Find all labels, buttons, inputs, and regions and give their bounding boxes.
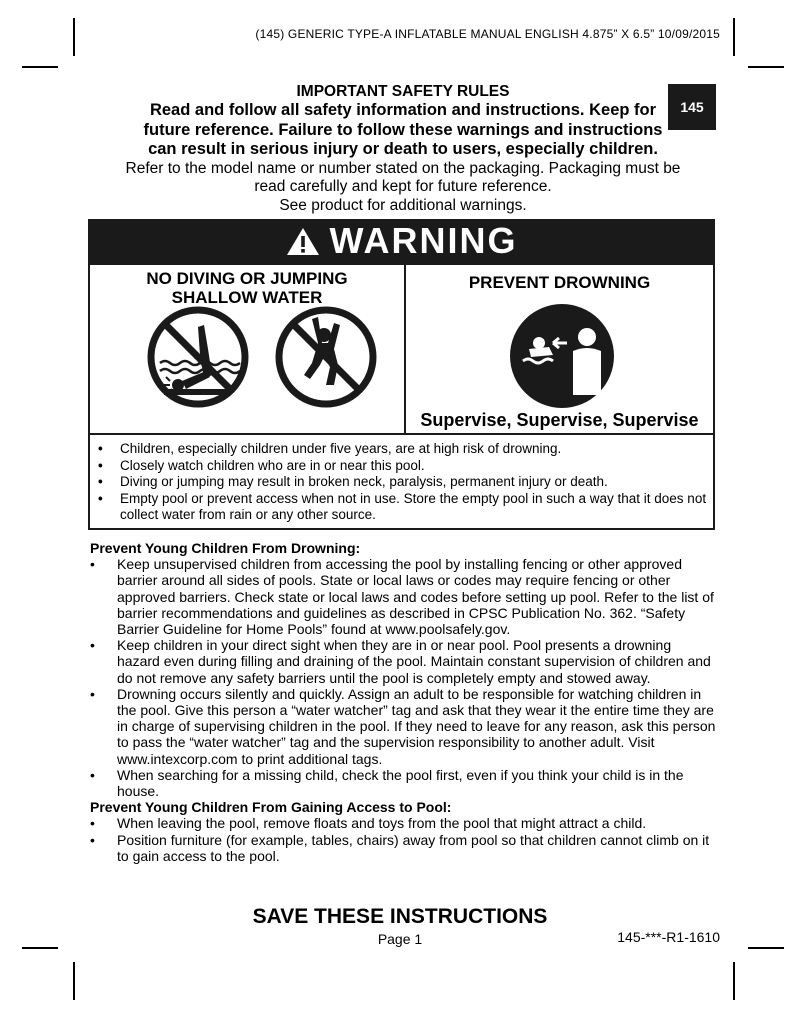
intro-bold-line: Read and follow all safety information and instructions. Keep for (149, 101, 657, 119)
bullet-text: Diving or jumping may result in broken neck, paralysis, permanent injury or death. (120, 474, 608, 489)
list-item (98, 458, 708, 475)
bullet: • (98, 457, 103, 473)
page-number: Page 1 (377, 931, 423, 947)
intro-bold-line: future reference. Failure to follow these warnings and instructions (143, 120, 663, 139)
intro-block (88, 82, 718, 215)
item-text: When searching for a missing child, check the pool first, even if you think your child is in the house. (117, 766, 684, 800)
row-divider (90, 433, 713, 435)
crop-mark (733, 18, 735, 56)
intro-bold-line: can result in serious injury or death to users, especially children. (148, 140, 658, 158)
no-diving-heading (90, 269, 404, 307)
crop-mark (22, 947, 58, 949)
item-text: Drowning occurs silently and quickly. Assign an adult to be responsible for watching children in the pool. Give this person a “water watcher” tag and ask that they wear it the entire time they are in charge of supervising children in the pool. If they need to leave for any reason, ask this person to pass the “water watcher” tag and the supervision responsibility to another adult. Visit www.intexcorp.com to print additional tags. (117, 685, 716, 767)
print-info: (145) GENERIC TYPE-A INFLATABLE MANUAL ENGLISH 4.875” X 6.5” 10/09/2015 (255, 27, 720, 41)
list-item (90, 556, 716, 637)
bullet-text: Closely watch children who are in or near this pool. (120, 457, 425, 473)
warning-title: WARNING (329, 220, 518, 261)
supervise-child-icon (509, 303, 615, 409)
bullet: • (98, 474, 103, 489)
bullet: • (90, 831, 95, 848)
crop-mark (748, 66, 784, 68)
supervise-caption: Supervise, Supervise, Supervise (420, 410, 699, 430)
bullet: • (90, 685, 95, 702)
crop-mark (733, 962, 735, 1000)
list-item (90, 637, 716, 686)
list-item (98, 441, 708, 458)
instructions-body (90, 540, 716, 864)
bullet: • (90, 637, 95, 654)
crop-mark (73, 962, 75, 1000)
bullet: • (90, 766, 95, 783)
save-instructions: SAVE THESE INSTRUCTIONS (252, 905, 548, 928)
item-text: Position furniture (for example, tables, chairs) away from pool so that children cannot climb on it to gain access to the pool. (117, 831, 710, 864)
list-item (98, 474, 708, 491)
list-item (90, 815, 716, 831)
warning-triangle-icon (286, 226, 320, 256)
intro-line: read carefully and kept for future reference. (254, 178, 552, 195)
document-code: 145-***-R1-1610 (617, 929, 720, 945)
heading-line: NO DIVING OR JUMPING (146, 269, 348, 288)
bullet: • (90, 815, 95, 832)
no-jumping-icon (274, 305, 378, 409)
bullet: • (98, 441, 103, 456)
crop-mark (73, 18, 75, 56)
warning-box (88, 263, 715, 530)
page-tab: 145 (668, 84, 716, 130)
intro-line: See product for additional warnings. (279, 196, 527, 214)
section-heading: Prevent Young Children From Gaining Access to Pool: (90, 799, 452, 816)
heading-line: SHALLOW WATER (171, 288, 323, 307)
list-item (90, 767, 716, 799)
list-item (90, 686, 716, 767)
item-text: Keep unsupervised children from accessing the pool by installing fencing or other approved barrier around all sides of pools. State or local laws or codes may require fencing or other approved barriers. Check state or local laws and codes before setting up pool. Refer to the list of barrier recommendations and guidelines as described in CPSC Publication No. 362. “Safety Barrier Guideline for Home Pools” found at www.poolsafely.gov. (117, 556, 714, 638)
crop-mark (748, 947, 784, 949)
warning-banner (88, 219, 715, 263)
item-text: Keep children in your direct sight when they are in or near pool. Pool presents a drowning hazard even during filling and draining of the pool. Maintain constant supervision of children and do not remove any safety barriers until the pool is completely empty and stowed away. (117, 637, 711, 686)
intro-line: Refer to the model name or number stated on the packaging. Packaging must be (125, 159, 681, 177)
crop-mark (22, 66, 58, 68)
list-item (98, 491, 708, 524)
page-title: IMPORTANT SAFETY RULES (296, 83, 510, 100)
no-diving-icon (146, 305, 250, 409)
bullet: • (90, 556, 95, 573)
bullet: • (98, 490, 103, 506)
prevent-drowning-heading: PREVENT DROWNING (468, 273, 651, 292)
bullet-text: Empty pool or prevent access when not in use. Store the empty pool in such a way that it does not collect water from rain or any other source. (120, 490, 707, 522)
section-heading: Prevent Young Children From Drowning: (90, 540, 361, 556)
bullet-text: Children, especially children under five years, are at high risk of drowning. (120, 441, 562, 456)
list-item (90, 832, 716, 864)
warning-bullet-list (98, 441, 708, 524)
item-text: When leaving the pool, remove floats and toys from the pool that might attract a child. (117, 815, 647, 832)
